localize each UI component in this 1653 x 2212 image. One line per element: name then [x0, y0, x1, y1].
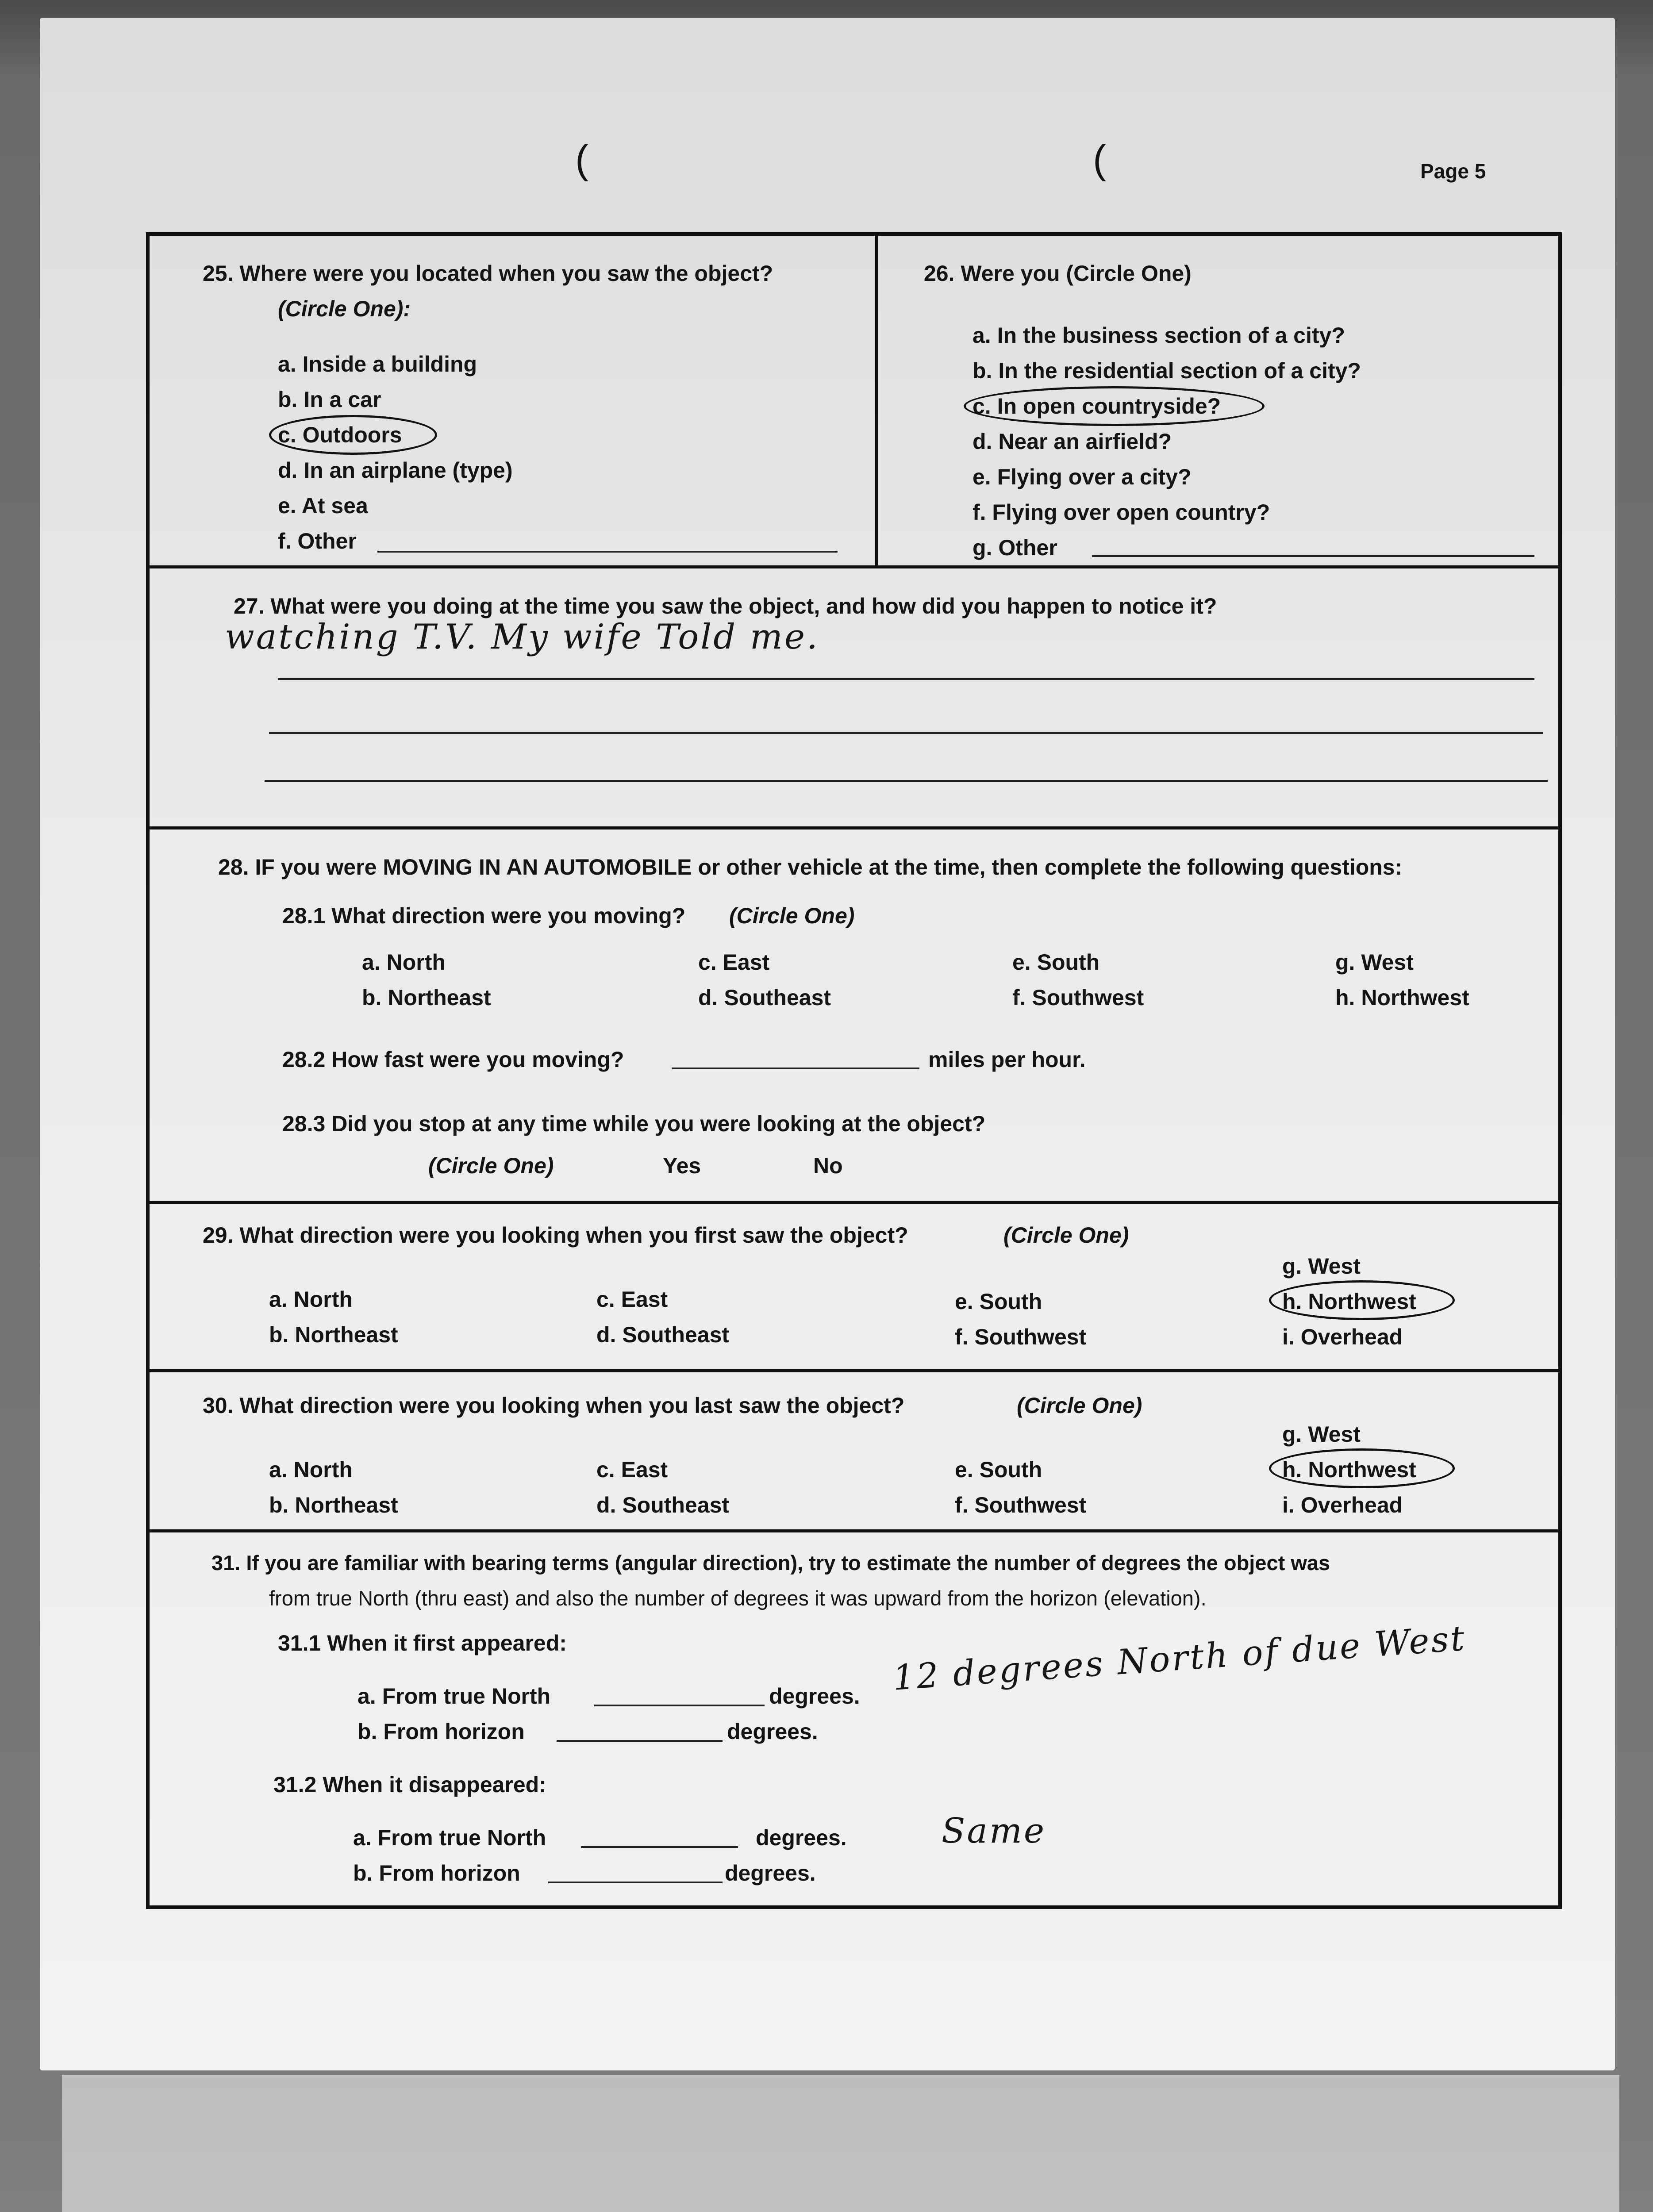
- q28-1-instruction: (Circle One): [729, 903, 855, 928]
- q26-answer-circle: [964, 386, 1265, 426]
- q28-1-option-b[interactable]: b. Northeast: [362, 985, 491, 1010]
- q25-answer-circle: [269, 415, 437, 455]
- q31-1-handwritten-answer: 12 degrees North of due West: [891, 1618, 1468, 1698]
- q28-3-yes[interactable]: Yes: [663, 1153, 701, 1178]
- q31-2-a-line: [581, 1846, 738, 1848]
- q31-2-label: 31.2 When it disappeared:: [273, 1772, 546, 1797]
- q25-instruction: (Circle One):: [278, 296, 411, 321]
- column-divider: [875, 236, 878, 565]
- section-27: [150, 568, 1558, 830]
- q29-option-f[interactable]: f. Southwest: [955, 1325, 1087, 1349]
- q25-option-a[interactable]: a. Inside a building: [278, 352, 477, 376]
- q25-option-d[interactable]: d. In an airplane (type): [278, 458, 513, 483]
- q30-option-f[interactable]: f. Southwest: [955, 1493, 1087, 1517]
- q25-option-f[interactable]: f. Other: [278, 529, 357, 553]
- section-31: [150, 1532, 1558, 1906]
- q28-1-option-a[interactable]: a. North: [362, 950, 446, 975]
- q29-option-g[interactable]: g. West: [1282, 1254, 1361, 1279]
- paren-mark-right: (: [1093, 138, 1106, 182]
- q29-answer-circle: [1269, 1280, 1455, 1320]
- q30-option-d[interactable]: d. Southeast: [596, 1493, 730, 1517]
- q26-option-a[interactable]: a. In the business section of a city?: [973, 323, 1345, 348]
- q28-1-option-h[interactable]: h. Northwest: [1335, 985, 1469, 1010]
- q31-2-b-line: [548, 1882, 723, 1883]
- q28-2-suffix: miles per hour.: [928, 1047, 1086, 1072]
- q31-question-line-2: from true North (thru east) and also the number of degrees it was upward from the horizon (elevation).: [269, 1586, 1207, 1610]
- q26-option-d[interactable]: d. Near an airfield?: [973, 429, 1172, 454]
- q31-2-a-unit: degrees.: [756, 1825, 847, 1850]
- q30-option-g[interactable]: g. West: [1282, 1422, 1361, 1447]
- q30-option-c[interactable]: c. East: [596, 1457, 668, 1482]
- q26-other-line: [1092, 555, 1534, 557]
- q28-3-label: 28.3 Did you stop at any time while you were looking at the object?: [282, 1111, 986, 1136]
- q29-option-c[interactable]: c. East: [596, 1287, 668, 1312]
- q25-other-line: [377, 551, 838, 553]
- q25-option-b[interactable]: b. In a car: [278, 387, 381, 412]
- q29-option-h[interactable]: h. Northwest: [1282, 1289, 1416, 1314]
- q31-1-a-unit: degrees.: [769, 1684, 860, 1709]
- q27-answer-line-2: [269, 732, 1543, 734]
- q26-option-b[interactable]: b. In the residential section of a city?: [973, 358, 1361, 383]
- q30-option-b[interactable]: b. Northeast: [269, 1493, 398, 1517]
- q29-option-b[interactable]: b. Northeast: [269, 1322, 398, 1347]
- section-25-26: [150, 236, 1558, 568]
- q31-1-b-unit: degrees.: [727, 1719, 818, 1744]
- q29-instruction: (Circle One): [1003, 1223, 1129, 1248]
- q28-1-option-g[interactable]: g. West: [1335, 950, 1414, 975]
- section-28: [150, 830, 1558, 1204]
- q27-answer-line-1: [278, 678, 1534, 680]
- q31-1-b-label: b. From horizon: [358, 1719, 525, 1744]
- q30-option-i[interactable]: i. Overhead: [1282, 1493, 1403, 1517]
- q26-option-c[interactable]: c. In open countryside?: [973, 394, 1221, 419]
- q30-answer-circle: [1269, 1448, 1455, 1488]
- q26-option-g[interactable]: g. Other: [973, 535, 1057, 560]
- q31-1-b-line: [557, 1740, 723, 1742]
- underlying-sheet: [62, 2075, 1619, 2212]
- q29-question: 29. What direction were you looking when you first saw the object?: [203, 1223, 908, 1248]
- q25-option-c[interactable]: c. Outdoors: [278, 422, 402, 447]
- q31-2-b-label: b. From horizon: [353, 1861, 520, 1886]
- q30-option-e[interactable]: e. South: [955, 1457, 1042, 1482]
- q28-1-option-f[interactable]: f. Southwest: [1012, 985, 1144, 1010]
- q25-option-e[interactable]: e. At sea: [278, 493, 368, 518]
- q30-option-h[interactable]: h. Northwest: [1282, 1457, 1416, 1482]
- q31-1-label: 31.1 When it first appeared:: [278, 1631, 567, 1655]
- q30-option-a[interactable]: a. North: [269, 1457, 353, 1482]
- q28-3-no[interactable]: No: [813, 1153, 843, 1178]
- q30-question: 30. What direction were you looking when you last saw the object?: [203, 1393, 905, 1418]
- q28-2-label: 28.2 How fast were you moving?: [282, 1047, 624, 1072]
- q26-question: 26. Were you (Circle One): [924, 261, 1192, 286]
- q31-2-a-label: a. From true North: [353, 1825, 546, 1850]
- q25-question: 25. Where were you located when you saw the object?: [203, 261, 773, 286]
- q28-1-option-e[interactable]: e. South: [1012, 950, 1100, 975]
- section-30: [150, 1372, 1558, 1532]
- q29-option-a[interactable]: a. North: [269, 1287, 353, 1312]
- q29-option-e[interactable]: e. South: [955, 1289, 1042, 1314]
- q27-answer-line-3: [265, 780, 1548, 782]
- page-number: Page 5: [1420, 160, 1486, 183]
- q31-2-b-unit: degrees.: [725, 1861, 816, 1886]
- questionnaire-form: [146, 232, 1562, 1909]
- q26-option-f[interactable]: f. Flying over open country?: [973, 500, 1270, 525]
- q30-instruction: (Circle One): [1017, 1393, 1142, 1418]
- paren-mark-left: (: [575, 138, 588, 182]
- q28-1-option-d[interactable]: d. Southeast: [698, 985, 831, 1010]
- q28-1-label: 28.1 What direction were you moving?: [282, 903, 686, 928]
- q28-1-option-c[interactable]: c. East: [698, 950, 770, 975]
- q29-option-i[interactable]: i. Overhead: [1282, 1325, 1403, 1349]
- q28-3-instruction: (Circle One): [428, 1153, 554, 1178]
- q31-2-handwritten-answer: Same: [942, 1811, 1046, 1851]
- q31-1-a-line: [594, 1705, 765, 1706]
- q27-handwritten-answer: watching T.V. My wife Told me.: [225, 617, 819, 657]
- q28-2-speed-line: [672, 1068, 919, 1069]
- section-29: [150, 1204, 1558, 1372]
- q31-question-line-1: 31. If you are familiar with bearing terms (angular direction), try to estimate the number of degrees the object was: [211, 1551, 1330, 1575]
- q31-1-a-label: a. From true North: [358, 1684, 551, 1709]
- q27-question: 27. What were you doing at the time you saw the object, and how did you happen to notice it?: [234, 594, 1217, 618]
- q26-option-e[interactable]: e. Flying over a city?: [973, 465, 1192, 489]
- q28-question: 28. IF you were MOVING IN AN AUTOMOBILE or other vehicle at the time, then complete the following questions:: [218, 855, 1403, 879]
- q29-option-d[interactable]: d. Southeast: [596, 1322, 730, 1347]
